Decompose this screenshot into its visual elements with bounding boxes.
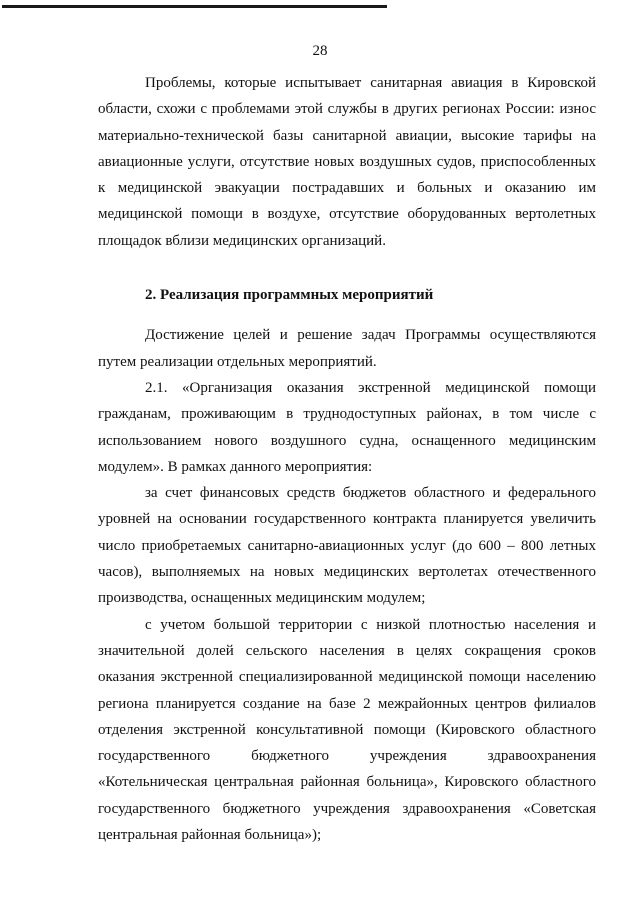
paragraph-interdistrict-centers: с учетом большой территории с низкой плотностью населения и значительной долей сельского населения в целях сокращения сроков оказания экстренной специализированной медицинской помощи населению региона планируется создание на базе 2 межрайонных центров филиалов отделения экстренной консультативной помощи (Кировского областного государственного бюджетного учреждения здравоохранения «Котельническая центральная районная больница», Кировского областного государственного бюджетного учреждения здравоохранения «Советская центральная районная больница»); <box>98 616 596 844</box>
section-heading: 2. Реализация программных мероприятий <box>145 287 434 304</box>
paragraph-funding: за счет финансовых средств бюджетов областного и федерального уровней на основании государственного контракта планируется увеличить число приобретаемых санитарно-авиационных услуг (до 600 – 800 летных часов), выполняемых на новых медицинских вертолетах отечественного производства, оснащенных медицинским модулем; <box>98 485 596 607</box>
paragraph-measure-2-1: 2.1. «Организация оказания экстренной медицинской помощи гражданам, проживающим в труднодоступных районах, в том числе с использованием нового воздушного судна, оснащенного медицинским модулем». В рамках данного мероприятия: <box>98 379 596 475</box>
paragraph-goals: Достижение целей и решение задач Программы осуществляются путем реализации отдельных мероприятий. <box>98 327 596 370</box>
page-number: 28 <box>312 43 328 59</box>
header-rule <box>2 5 387 8</box>
intro-paragraph: Проблемы, которые испытывает санитарная авиация в Кировской области, схожи с проблемами этой службы в других регионах России: износ материально-технической базы санитарной авиации, высокие тарифы на авиационные услуги, отсутствие новых воздушных судов, приспособленных к медицинской эвакуации пострадавших и больных и оказанию им медицинской помощи в воздухе, отсутствие оборудованных вертолетных площадок вблизи медицинских организаций. <box>98 75 596 249</box>
document-body <box>98 70 596 848</box>
